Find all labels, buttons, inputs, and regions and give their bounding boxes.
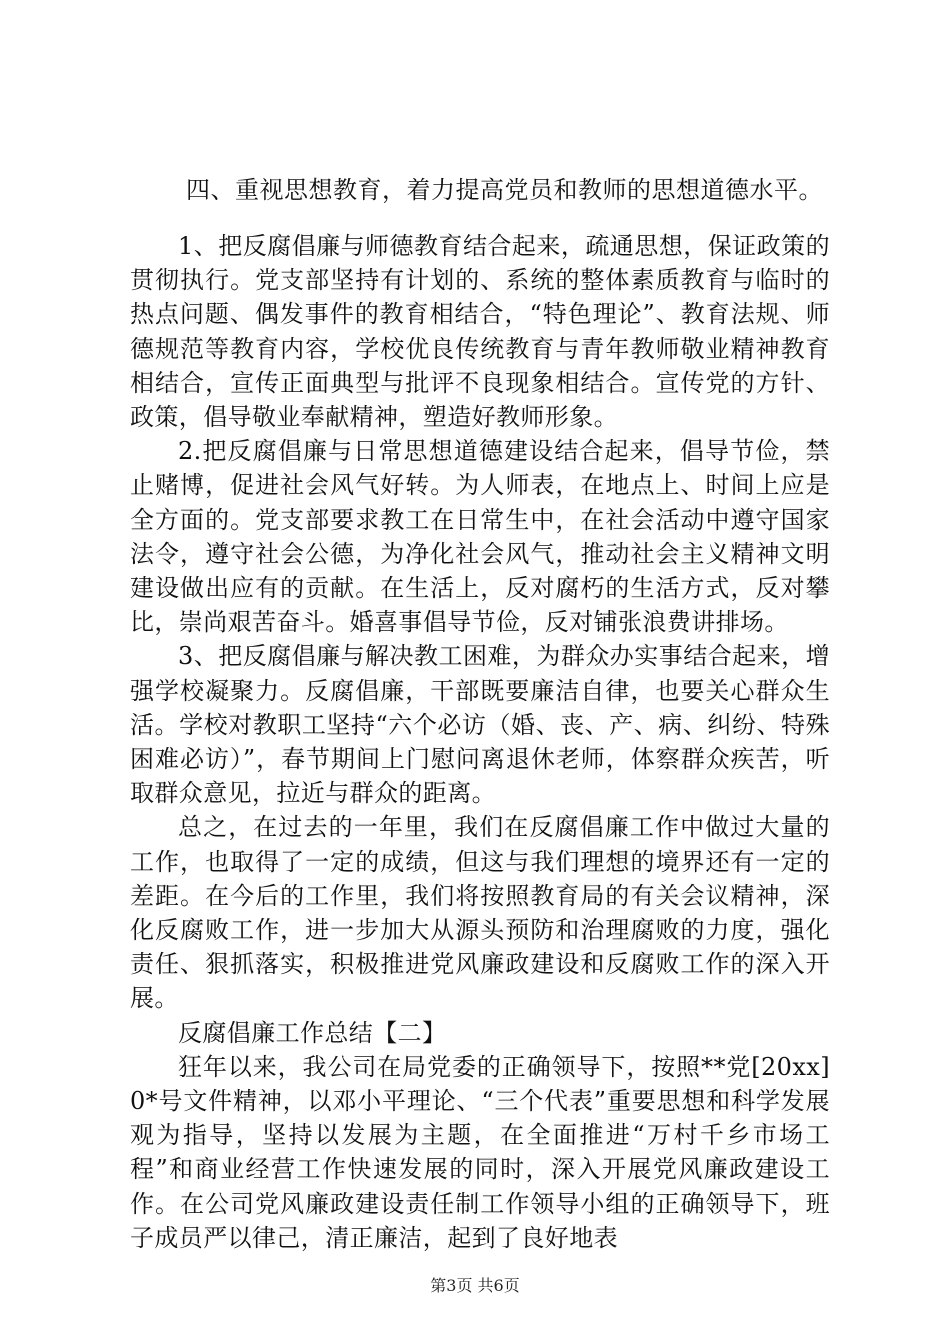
paragraph-summary: 总之，在过去的一年里，我们在反腐倡廉工作中做过大量的工作，也取得了一定的成绩，但这与我们理想的境界还有一定的差距。在今后的工作里，我们将按照教育局的有关会议精神，深化反腐败工作，进一步加大从源头预防和治理腐败的力度，强化责任、狠抓落实，积极推进党风廉政建设和反腐败工作的深入开展。 [130, 813, 830, 1013]
page-number-footer: 第3页 共6页 [430, 1276, 520, 1295]
paragraph-1: 1、把反腐倡廉与师德教育结合起来，疏通思想，保证政策的贯彻执行。党支部坚持有计划的、系统的整体素质教育与临时的热点问题、偶发事件的教育相结合，“特色理论”、教育法规、师德规范等教育内容，学校优良传统教育与青年教师敬业精神教育相结合，宣传正面典型与批评不良现象相结合。宣传党的方针、政策，倡导敬业奉献精神，塑造好教师形象。 [130, 232, 830, 432]
paragraph-2: 2.把反腐倡廉与日常思想道德建设结合起来，倡导节俭，禁止赌博，促进社会风气好转。为人师表，在地点上、时间上应是全方面的。党支部要求教工在日常生中，在社会活动中遵守国家法令，遵守社会公德，为净化社会风气，推动社会主义精神文明建设做出应有的贡献。在生活上，反对腐朽的生活方式，反对攀比，崇尚艰苦奋斗。婚喜事倡导节俭，反对铺张浪费讲排场。 [130, 437, 830, 637]
section-title: 反腐倡廉工作总结【二】 [178, 1018, 447, 1047]
paragraph-3: 3、把反腐倡廉与解决教工困难，为群众办实事结合起来，增强学校凝聚力。反腐倡廉，干部既要廉洁自律，也要关心群众生活。学校对教职工坚持“六个必访（婚、丧、产、病、纠纷、特殊困难必访）”，春节期间上门慰问离退休老师，体察群众疾苦，听取群众意见，拉近与群众的距离。 [130, 642, 830, 808]
section-heading: 四、重视思想教育，着力提高党员和教师的思想道德水平。 [186, 176, 823, 204]
paragraph-5: 狂年以来，我公司在局党委的正确领导下，按照**党[20xx]0*号文件精神，以邓小平理论、“三个代表”重要思想和科学发展观为指导，坚持以发展为主题，在全面推进“万村千乡市场工程”和商业经营工作快速发展的同时，深入开展党风廉政建设工作。在公司党风廉政建设责任制工作领导小组的正确领导下，班子成员严以律己，清正廉洁，起到了良好地表 [130, 1052, 830, 1252]
document-body [130, 229, 830, 1255]
